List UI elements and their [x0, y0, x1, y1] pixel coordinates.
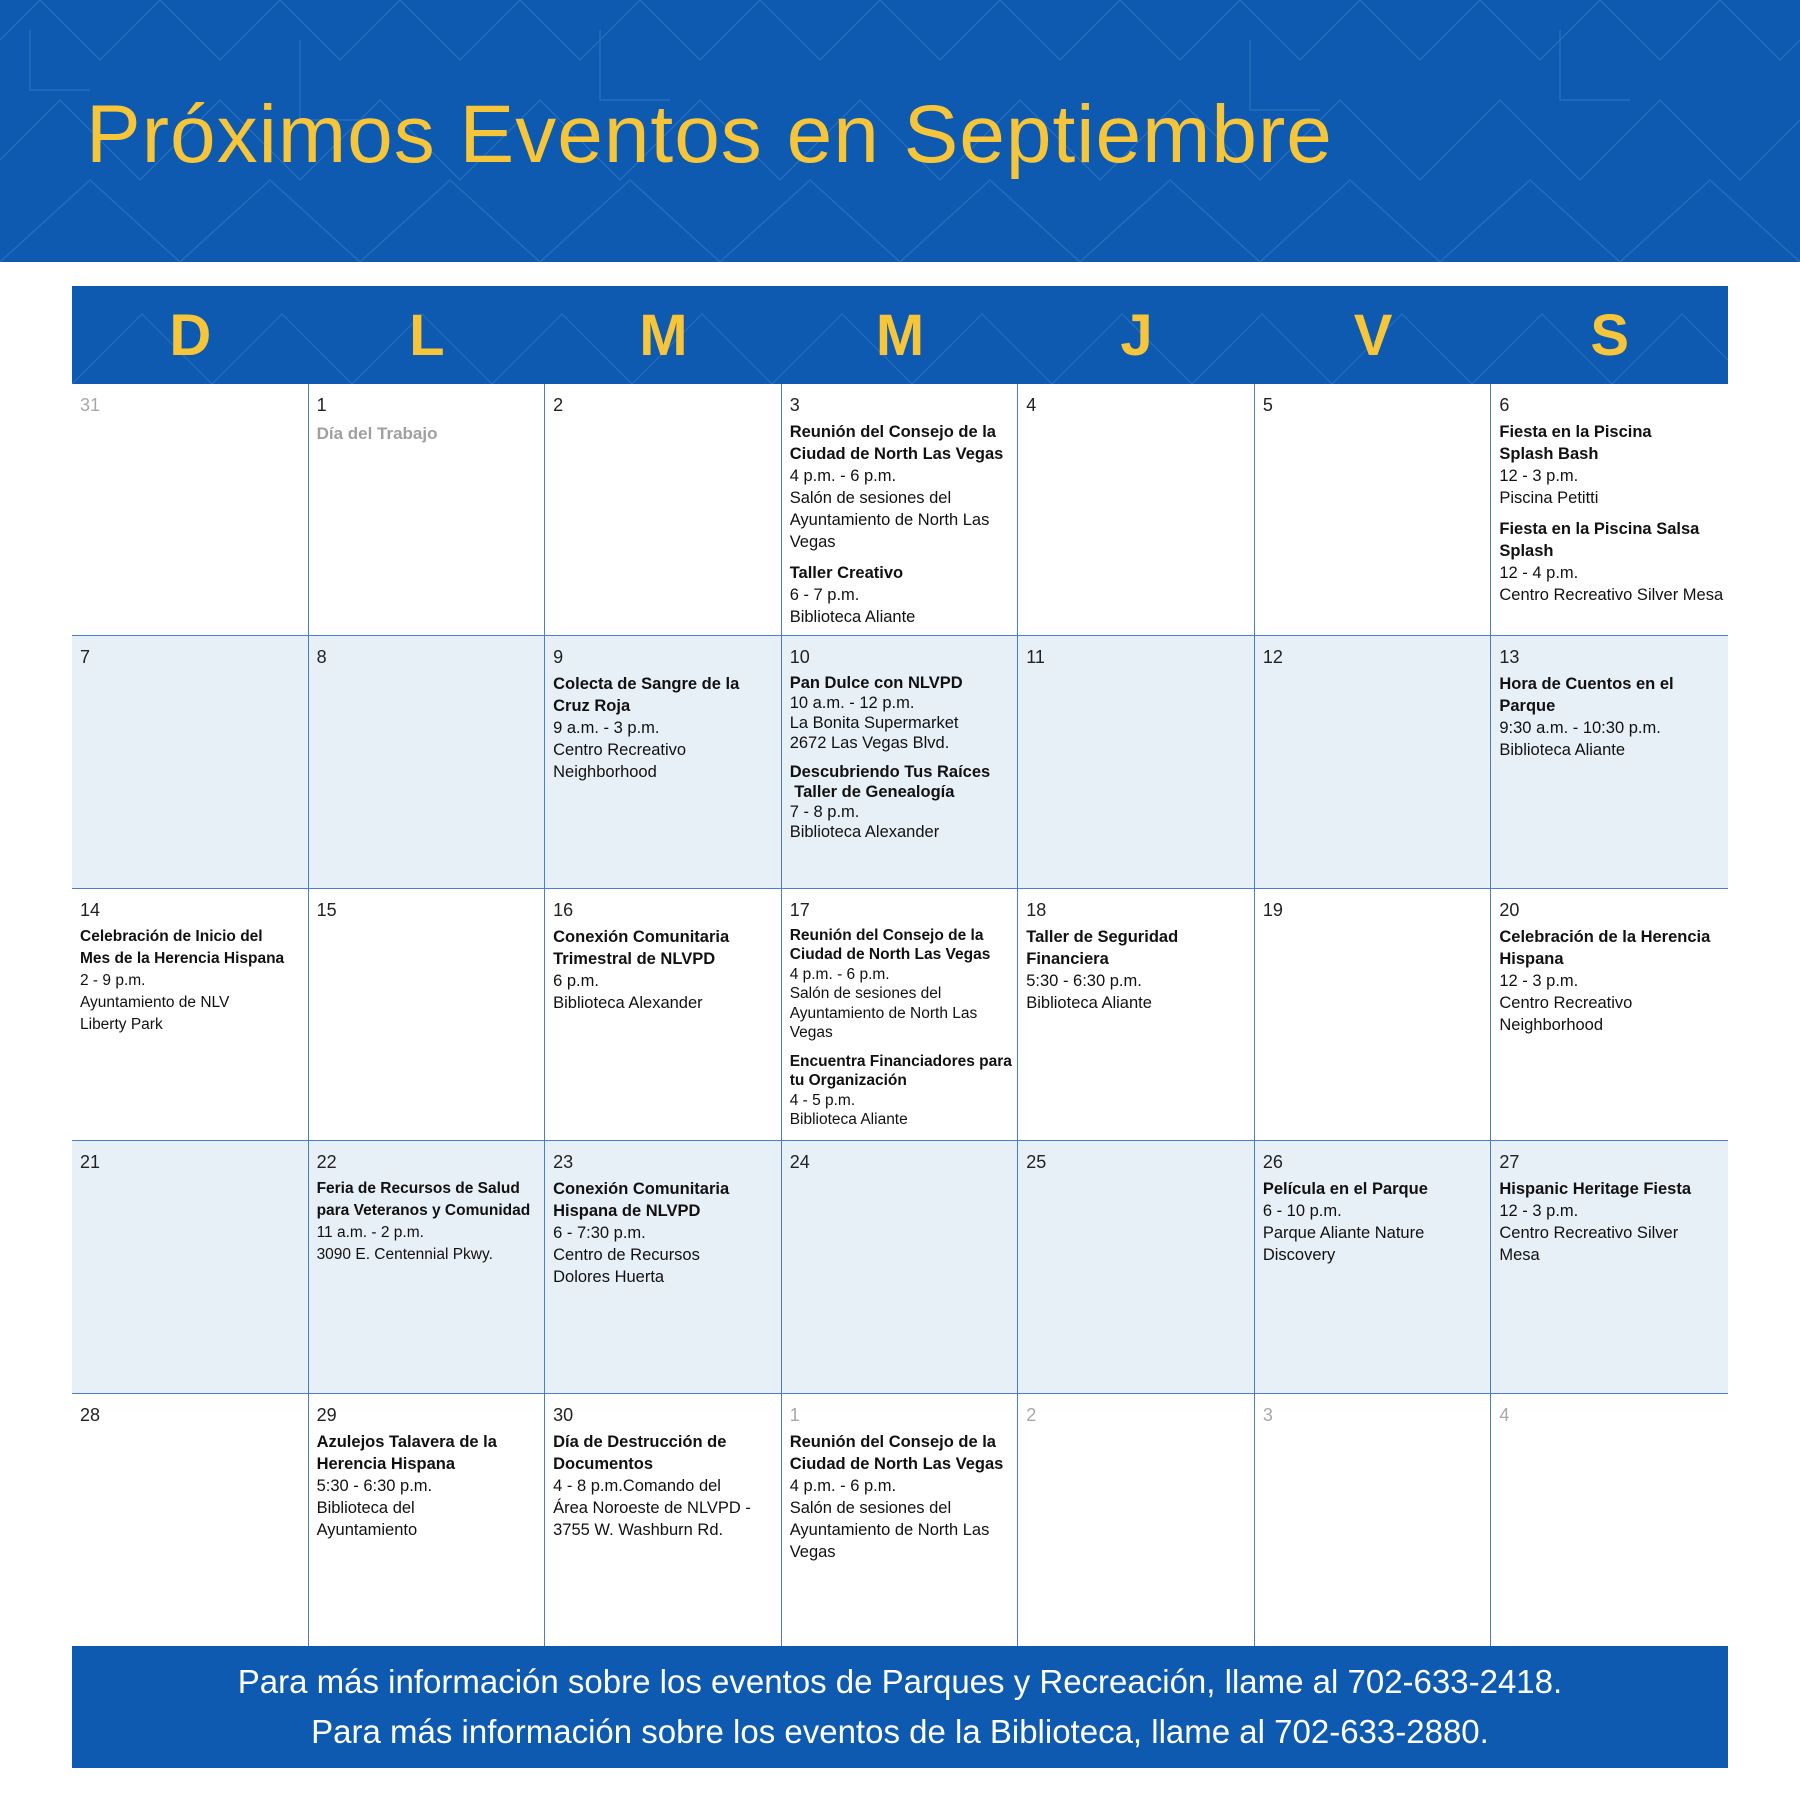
calendar-day-cell [545, 1141, 782, 1393]
calendar-event [790, 421, 1016, 553]
calendar-day-cell [72, 384, 309, 636]
event-title: Fiesta en la Piscina Salsa [1499, 520, 1700, 538]
page-title: Próximos Eventos en Septiembre [86, 89, 1333, 180]
calendar-day-cell [309, 889, 546, 1141]
header-band [0, 0, 1800, 262]
weekday-tuesday: M [639, 302, 688, 368]
day-number: 27 [1499, 1152, 1520, 1173]
event-location: Salón de sesiones del [789, 985, 942, 1003]
event-location: Ayuntamiento de North Las [789, 511, 990, 529]
calendar-event [553, 1431, 779, 1541]
event-location: Biblioteca Aliante [789, 1111, 908, 1129]
day-number: 1 [789, 1404, 800, 1425]
event-title: Colecta de Sangre de la [553, 675, 740, 694]
event-title: Financiera [1026, 949, 1109, 968]
calendar-day-cell [1018, 889, 1255, 1141]
event-time: 12 - 3 p.m. [1499, 467, 1579, 485]
day-number: 10 [789, 647, 810, 668]
event-location: Biblioteca Aliante [1499, 741, 1626, 760]
footer-band [72, 1646, 1728, 1768]
calendar-day-cell [309, 1394, 546, 1646]
event-location: Dolores Huerta [553, 1268, 665, 1287]
calendar-event [553, 1178, 779, 1288]
day-number: 17 [789, 899, 810, 920]
calendar-day-cell [1491, 1394, 1728, 1646]
event-title: Reunión del Consejo de la [789, 926, 984, 944]
event-title: Hispanic Heritage Fiesta [1499, 1180, 1692, 1199]
calendar-day-cell [309, 1141, 546, 1393]
calendar-event [790, 673, 1016, 753]
event-time: 2 - 9 p.m. [80, 971, 146, 989]
event-location: Ayuntamiento de North Las [789, 1520, 990, 1539]
event-title: Parque [1499, 697, 1556, 716]
event-title: Día de Destrucción de [553, 1432, 727, 1451]
day-number: 5 [1262, 395, 1273, 415]
calendar-event [317, 1178, 543, 1266]
event-time: 4 p.m. - 6 p.m. [789, 965, 890, 983]
calendar-event [790, 1052, 1016, 1130]
event-title: Herencia Hispana [316, 1454, 456, 1473]
weekday-friday: V [1353, 302, 1393, 368]
event-location: Área Noroeste de NLVPD - [553, 1498, 751, 1517]
event-location: Centro Recreativo [553, 741, 687, 760]
event-title: Feria de Recursos de Salud [316, 1180, 520, 1198]
event-title: Cruz Roja [553, 697, 631, 716]
event-location: Vegas [789, 1024, 833, 1042]
event-title: Documentos [553, 1454, 654, 1473]
weekday-header [72, 286, 1728, 384]
event-title: Taller de Seguridad [1026, 927, 1179, 946]
event-time: 9:30 a.m. - 10:30 p.m. [1499, 719, 1661, 738]
calendar-event [553, 926, 779, 1014]
event-title: Encuentra Financiadores para [789, 1052, 1012, 1070]
event-title: Película en el Parque [1262, 1180, 1428, 1199]
day-number: 14 [80, 899, 101, 920]
event-location: 3755 W. Washburn Rd. [553, 1520, 724, 1539]
event-time: 6 - 7 p.m. [789, 586, 860, 604]
calendar-day-cell [1255, 1394, 1492, 1646]
event-time: 5:30 - 6:30 p.m. [316, 1476, 433, 1495]
calendar-day-cell [545, 384, 782, 636]
day-number: 13 [1499, 647, 1520, 668]
calendar-day-cell [1255, 636, 1492, 888]
event-location: Biblioteca Aliante [1026, 993, 1152, 1012]
event-location: Biblioteca Alexander [789, 823, 940, 842]
day-number: 29 [316, 1404, 337, 1425]
event-location: Mesa [1499, 1246, 1540, 1265]
event-title: Ciudad de North Las Vegas [789, 1454, 1004, 1473]
day-number: 31 [80, 395, 101, 415]
event-title: Ciudad de North Las Vegas [789, 445, 1004, 463]
event-location: Centro Recreativo [1499, 993, 1633, 1012]
weekday-wednesday: M [875, 302, 925, 368]
event-title: tu Organización [789, 1072, 907, 1090]
calendar-event [1499, 518, 1726, 606]
day-number: 20 [1499, 899, 1520, 920]
day-number: 12 [1262, 647, 1283, 668]
event-title: para Veteranos y Comunidad [316, 1202, 531, 1220]
event-time: 11 a.m. - 2 p.m. [316, 1224, 424, 1242]
event-location: Liberty Park [80, 1015, 163, 1033]
calendar-day-cell [1018, 384, 1255, 636]
day-number: 24 [789, 1152, 810, 1173]
calendar-event [1499, 421, 1726, 509]
event-time: 4 - 8 p.m.Comando del [553, 1476, 721, 1495]
calendar-day-cell [1018, 636, 1255, 888]
event-location: Piscina Petitti [1499, 489, 1599, 507]
calendar-event [1026, 926, 1252, 1014]
event-time: 6 - 10 p.m. [1262, 1202, 1342, 1221]
calendar-day-cell [782, 636, 1019, 888]
day-number: 9 [553, 647, 564, 668]
event-title: Celebración de Inicio del [80, 927, 263, 945]
event-location: Discovery [1262, 1246, 1336, 1265]
day-number: 4 [1026, 395, 1037, 415]
day-number: 16 [553, 899, 574, 920]
calendar-day-cell [1018, 1141, 1255, 1393]
event-location: Ayuntamiento de North Las [789, 1004, 978, 1022]
calendar-event [790, 1431, 1016, 1563]
calendar-event [790, 762, 1016, 842]
calendar-day-cell [1018, 1394, 1255, 1646]
event-title: Trimestral de NLVPD [553, 949, 716, 968]
calendar-day-cell [1255, 1141, 1492, 1393]
day-number: 22 [316, 1152, 337, 1173]
event-location: 3090 E. Centennial Pkwy. [316, 1246, 493, 1264]
calendar-day-cell [72, 1141, 309, 1393]
weekday-monday: L [409, 302, 445, 368]
calendar-day-cell [1491, 636, 1728, 888]
event-title: Mes de la Herencia Hispana [80, 949, 285, 967]
event-time: 4 p.m. - 6 p.m. [789, 467, 897, 485]
day-number: 3 [1262, 1404, 1273, 1425]
event-title: Hora de Cuentos en el [1499, 675, 1674, 694]
weekday-saturday: S [1590, 302, 1630, 368]
day-number: 6 [1499, 395, 1510, 415]
event-title: Conexión Comunitaria [553, 1180, 730, 1199]
calendar-event [553, 673, 779, 783]
day-number: 28 [80, 1404, 101, 1425]
event-location: Salón de sesiones del [789, 489, 952, 507]
day-number: 30 [553, 1404, 574, 1425]
day-number: 4 [1499, 1404, 1510, 1425]
event-time: 12 - 4 p.m. [1499, 564, 1579, 582]
event-location: Biblioteca Aliante [789, 608, 916, 626]
calendar-event [317, 1431, 543, 1541]
calendar-day-cell [782, 889, 1019, 1141]
event-time: 9 a.m. - 3 p.m. [553, 719, 660, 738]
day-number: 11 [1026, 647, 1045, 668]
event-time: 6 - 7:30 p.m. [553, 1224, 646, 1243]
event-title: Ciudad de North Las Vegas [789, 946, 991, 964]
event-location: Vegas [789, 533, 836, 551]
day-number: 2 [1026, 1404, 1037, 1425]
event-location: Parque Aliante Nature [1262, 1224, 1425, 1243]
day-number: 18 [1026, 899, 1047, 920]
event-time: 6 p.m. [553, 971, 599, 990]
holiday-label: Día del Trabajo [316, 424, 438, 443]
event-title: Conexión Comunitaria [553, 927, 730, 946]
calendar-event [1499, 1178, 1726, 1266]
event-title: Hispana de NLVPD [553, 1202, 701, 1221]
day-number: 19 [1262, 899, 1283, 920]
calendar-day-cell [545, 889, 782, 1141]
day-number: 23 [553, 1152, 574, 1173]
calendar-day-cell [72, 1394, 309, 1646]
calendar-day-cell [545, 1394, 782, 1646]
event-title: Fiesta en la Piscina [1499, 423, 1652, 441]
event-title: Reunión del Consejo de la [789, 1432, 996, 1451]
calendar-grid [72, 384, 1728, 1646]
event-location: Neighborhood [553, 763, 657, 782]
event-location: Ayuntamiento [316, 1520, 418, 1539]
event-title: Taller de Genealogía [789, 783, 955, 802]
event-location: Ayuntamiento de NLV [80, 993, 230, 1011]
event-title: Taller Creativo [789, 564, 904, 582]
event-location: Centro Recreativo Silver [1499, 1224, 1679, 1243]
calendar-day-cell [1255, 384, 1492, 636]
calendar-day-cell [72, 889, 309, 1141]
calendar-event [1263, 1178, 1489, 1266]
event-location: 2672 Las Vegas Blvd. [789, 734, 950, 753]
event-title: Hispana [1499, 949, 1564, 968]
calendar-event [80, 926, 306, 1036]
event-time: 12 - 3 p.m. [1499, 971, 1579, 990]
event-title: Pan Dulce con NLVPD [789, 674, 963, 693]
weekday-thursday: J [1120, 302, 1153, 368]
event-location: Neighborhood [1499, 1015, 1604, 1034]
event-location: Centro de Recursos [553, 1246, 700, 1265]
event-time: 12 - 3 p.m. [1499, 1202, 1579, 1221]
calendar-day-cell [1491, 1141, 1728, 1393]
event-title: Azulejos Talavera de la [316, 1432, 497, 1451]
event-location: Biblioteca Alexander [553, 993, 703, 1012]
weekday-sunday: D [169, 302, 212, 368]
event-time: 5:30 - 6:30 p.m. [1026, 971, 1142, 990]
calendar-day-cell [1491, 384, 1728, 636]
event-time: 10 a.m. - 12 p.m. [789, 694, 915, 713]
event-time: 4 - 5 p.m. [789, 1091, 856, 1109]
calendar-day-cell [309, 384, 546, 636]
calendar-event [1499, 926, 1726, 1036]
calendar-day-cell [309, 636, 546, 888]
day-number: 15 [316, 899, 337, 920]
day-number: 26 [1262, 1152, 1283, 1173]
event-title: Reunión del Consejo de la [789, 423, 996, 441]
day-number: 25 [1026, 1152, 1047, 1173]
footer-parks-info: Para más información sobre los eventos de Parques y Recreación, llame al 702-633-2418. [237, 1663, 1563, 1700]
calendar-day-cell [782, 1394, 1019, 1646]
calendar-day-cell [782, 1141, 1019, 1393]
event-title: Splash [1499, 542, 1554, 560]
day-number: 8 [316, 647, 327, 668]
calendar-event [790, 926, 1016, 1043]
day-number: 21 [80, 1152, 101, 1173]
event-title: Celebración de la Herencia [1499, 927, 1711, 946]
event-location: Biblioteca del [316, 1498, 415, 1517]
day-number: 3 [789, 395, 800, 415]
calendar-event [790, 562, 1016, 628]
event-time: 4 p.m. - 6 p.m. [789, 1476, 897, 1495]
event-location: La Bonita Supermarket [789, 714, 959, 733]
event-title: Splash Bash [1499, 445, 1599, 463]
calendar-day-cell [782, 384, 1019, 636]
event-location: Vegas [789, 1542, 836, 1561]
footer-library-info: Para más información sobre los eventos de la Biblioteca, llame al 702-633-2880. [311, 1713, 1489, 1750]
day-number: 7 [80, 647, 91, 668]
event-title: Descubriendo Tus Raíces [789, 763, 991, 782]
calendar-day-cell [545, 636, 782, 888]
calendar-day-cell [1255, 889, 1492, 1141]
day-number: 1 [316, 395, 327, 415]
calendar-day-cell [1491, 889, 1728, 1141]
event-time: 7 - 8 p.m. [789, 803, 860, 822]
day-number: 2 [553, 395, 564, 415]
event-location: Centro Recreativo Silver Mesa [1499, 586, 1724, 604]
calendar-day-cell [72, 636, 309, 888]
calendar-event [1499, 673, 1726, 761]
event-location: Salón de sesiones del [789, 1498, 952, 1517]
